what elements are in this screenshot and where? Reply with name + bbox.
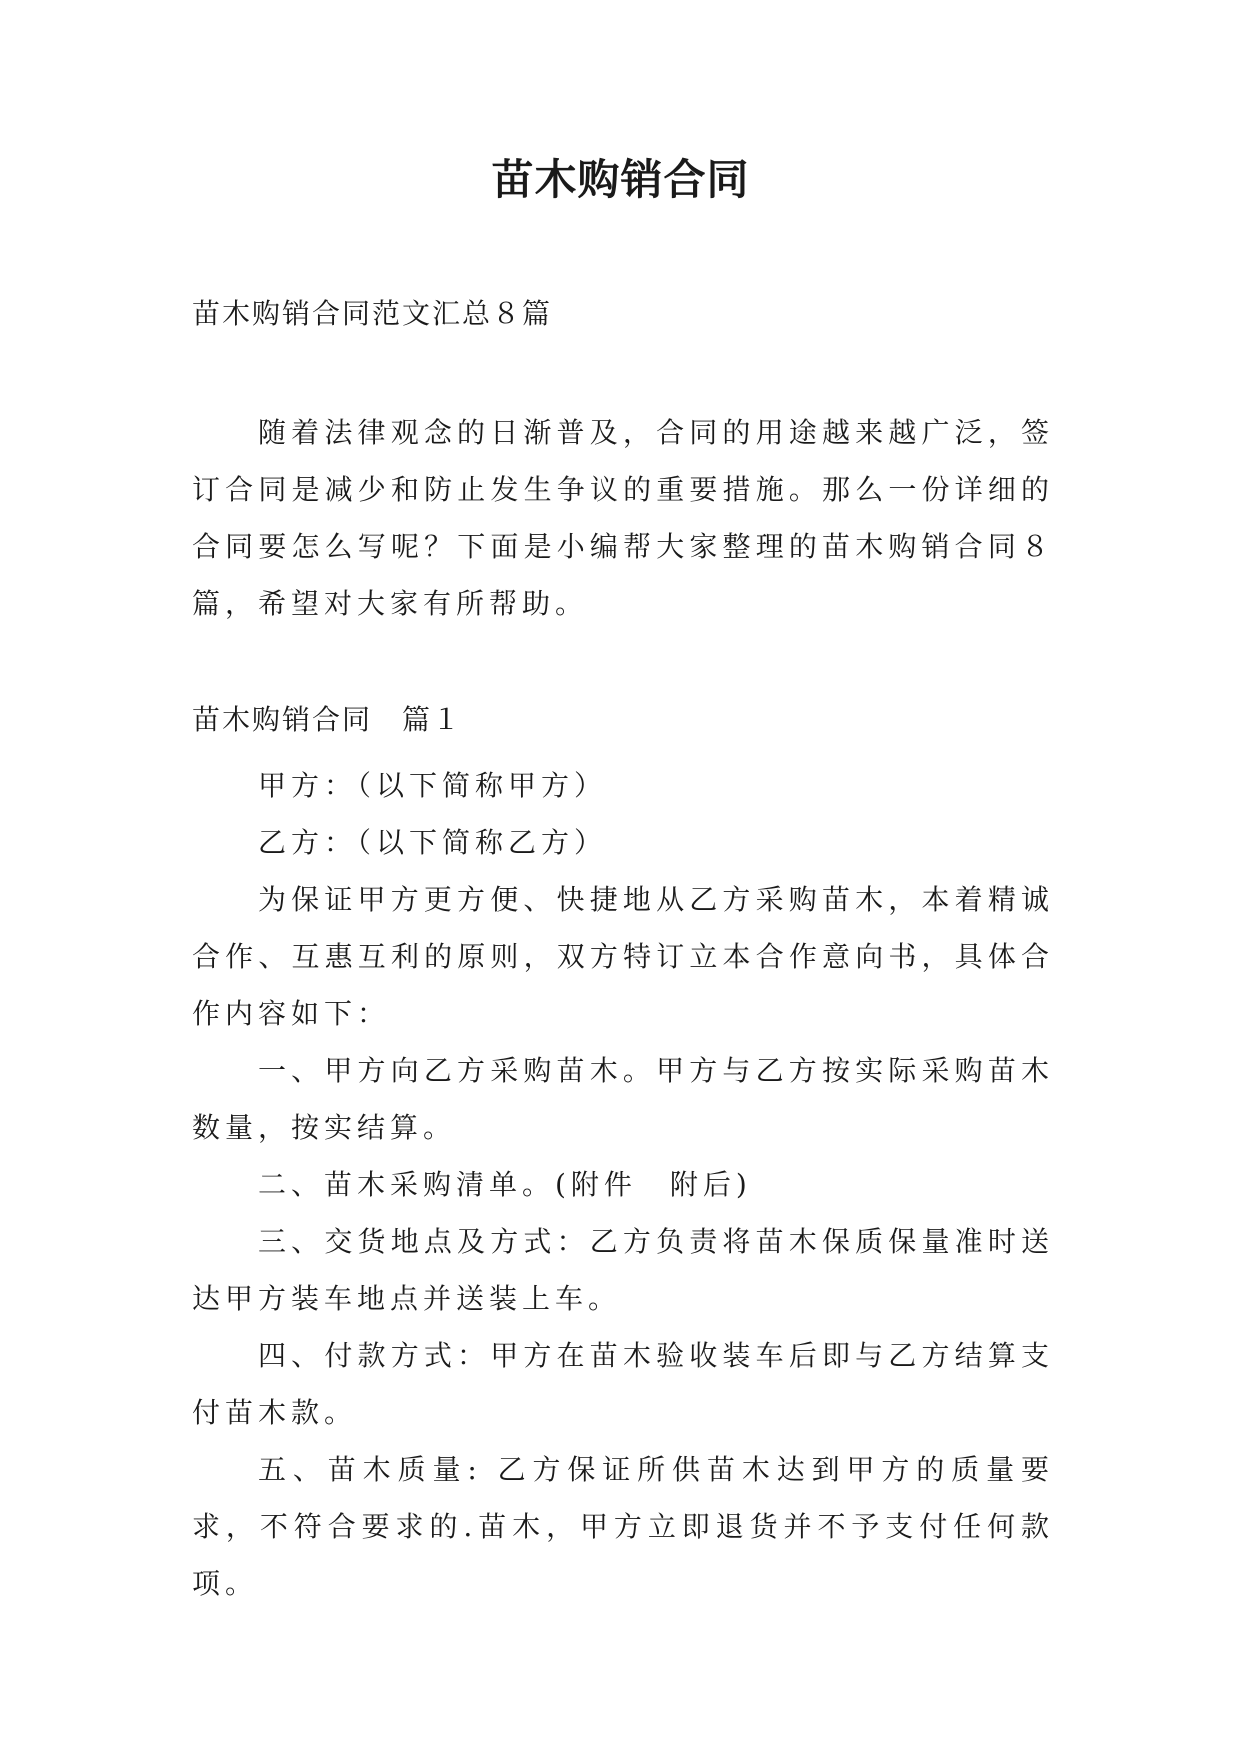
clause-2: 二、苗木采购清单。(附件 附后) — [258, 1168, 752, 1201]
document-title: 苗木购销合同 — [491, 155, 750, 204]
document-subtitle: 苗木购销合同范文汇总８篇 — [192, 297, 553, 330]
clause-4: 四、付款方式：甲方在苗木验收装车后即与乙方结算支付苗木款。 — [192, 1339, 1054, 1429]
intro-paragraph: 随着法律观念的日渐普及，合同的用途越来越广泛，签订合同是减少和防止发生争议的重要措施。那么一份详细的合同要怎么写呢？下面是小编帮大家整理的苗木购销合同８篇，希望对大家有所帮助。 — [192, 416, 1054, 620]
section-heading: 苗木购销合同 篇１ — [192, 703, 463, 736]
purpose-paragraph: 为保证甲方更方便、快捷地从乙方采购苗木，本着精诚合作、互惠互利的原则，双方特订立本合作意向书，具体合作内容如下： — [192, 883, 1054, 1030]
party-b-line: 乙方：（以下简称乙方） — [258, 826, 608, 859]
contract-body — [192, 757, 1054, 1612]
clause-5: 五、苗木质量: 乙方保证所供苗木达到甲方的质量要求，不符合要求的.苗木，甲方立即退货并不予支付任何款项。 — [192, 1453, 1054, 1600]
clause-3: 三、交货地点及方式：乙方负责将苗木保质保量准时送达甲方装车地点并送装上车。 — [192, 1225, 1054, 1315]
clause-1: 一、甲方向乙方采购苗木。甲方与乙方按实际采购苗木数量，按实结算。 — [192, 1054, 1054, 1144]
party-a-line: 甲方：（以下简称甲方） — [258, 769, 608, 802]
